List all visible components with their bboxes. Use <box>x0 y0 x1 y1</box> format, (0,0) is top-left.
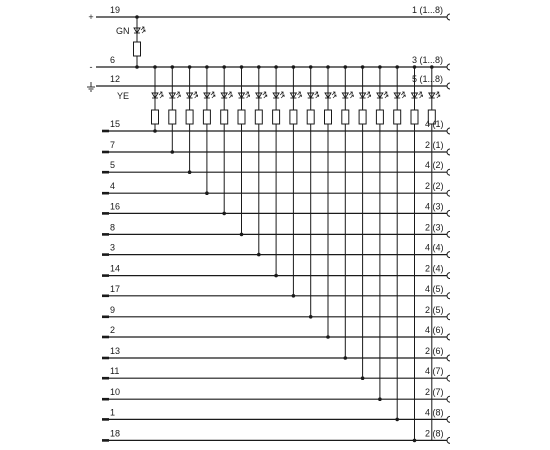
plus-symbol: + <box>88 12 94 22</box>
line-pin-label: 14 <box>110 263 121 274</box>
channel-led-17-icon <box>429 92 440 98</box>
rail-connector-label: 3 (1...8) <box>412 55 444 65</box>
led-light-arrows <box>194 92 198 98</box>
led-8-row-junction <box>274 274 278 278</box>
led-light-arrows <box>315 92 319 98</box>
led-7-row-junction <box>257 253 261 257</box>
line-connector-label: 2 (6) <box>425 346 444 356</box>
line-pin-label: 4 <box>110 181 116 192</box>
led-15-row-junction <box>395 418 399 422</box>
rail-pin-label: 19 <box>110 5 121 15</box>
led-4-row-junction <box>205 191 209 195</box>
line-connector-label: 4 (8) <box>425 407 444 418</box>
rail-connector-label: 5 (1...8) <box>412 74 444 84</box>
rail-pin-label: 12 <box>110 74 121 84</box>
power-led-icon <box>134 27 145 33</box>
led-light-arrows <box>211 92 215 98</box>
line-18-connector-icon <box>447 437 450 443</box>
channel-led-12-icon <box>342 92 353 98</box>
led-10-row-junction <box>309 315 313 319</box>
led-6-row-junction <box>240 233 244 237</box>
channel-led-6-icon <box>239 92 250 98</box>
channel-resistor-16 <box>411 110 418 124</box>
led-2-row-junction <box>171 150 175 154</box>
line-3-connector-icon <box>447 252 450 258</box>
line-1-connector-icon <box>447 416 450 422</box>
channel-resistor-11 <box>325 110 332 124</box>
channel-resistor-5 <box>221 110 228 124</box>
power-led-label: GN <box>116 26 130 36</box>
channel-resistor-14 <box>376 110 383 124</box>
led-12-row-junction <box>344 356 348 360</box>
channel-resistor-8 <box>273 110 280 124</box>
line-9-connector-icon <box>447 314 450 320</box>
channel-led-4-icon <box>204 92 215 98</box>
led-light-arrows <box>263 92 267 98</box>
led-light-arrows <box>228 92 232 98</box>
line-pin-label: 17 <box>110 283 121 294</box>
ground-icon <box>87 82 95 91</box>
line-connector-label: 2 (3) <box>425 222 444 233</box>
led-light-arrows <box>297 92 301 98</box>
channel-led-9-icon <box>290 92 301 98</box>
channel-resistor-7 <box>255 110 262 124</box>
line-pin-label: 10 <box>110 387 121 398</box>
line-pin-label: 9 <box>110 304 116 315</box>
line-4-connector-icon <box>447 190 450 196</box>
line-connector-label: 2 (7) <box>425 387 444 398</box>
line-2-connector-icon <box>447 334 450 340</box>
line-connector-label: 2 (4) <box>425 263 444 274</box>
led-light-arrows <box>349 92 353 98</box>
rail-connector-label: 1 (1...8) <box>412 5 444 15</box>
line-connector-label: 2 (5) <box>425 304 444 315</box>
rail-12-connector-icon <box>447 83 450 89</box>
channel-led-13-icon <box>360 92 371 98</box>
led-light-arrows <box>367 92 371 98</box>
line-pin-label: 8 <box>110 222 116 233</box>
power-led-junction-top <box>135 15 139 19</box>
rail-pin-label: 6 <box>110 55 116 65</box>
led-light-arrows <box>332 92 336 98</box>
line-13-connector-icon <box>447 355 450 361</box>
line-connector-label: 4 (2) <box>425 160 444 171</box>
channel-led-15-icon <box>394 92 405 98</box>
channel-led-8-icon <box>273 92 284 98</box>
channel-led-7-icon <box>256 92 267 98</box>
line-11-connector-icon <box>447 375 450 381</box>
led-5-row-junction <box>222 212 226 216</box>
led-light-arrows <box>141 27 145 33</box>
rail-19-connector-icon <box>447 14 450 20</box>
channel-resistor-1 <box>152 110 159 124</box>
led-11-row-junction <box>326 335 330 339</box>
led-light-arrows <box>401 92 405 98</box>
line-5-connector-icon <box>447 169 450 175</box>
line-pin-label: 2 <box>110 325 116 335</box>
rail-6-connector-icon <box>447 64 450 70</box>
channel-resistor-9 <box>290 110 297 124</box>
power-led-junction-bottom <box>135 65 139 69</box>
line-pin-label: 13 <box>110 346 121 356</box>
channel-resistor-2 <box>169 110 176 124</box>
line-connector-label: 4 (7) <box>425 366 444 377</box>
channel-led-2-icon <box>169 92 180 98</box>
minus-symbol: - <box>89 62 93 72</box>
led-light-arrows <box>419 92 423 98</box>
line-pin-label: 15 <box>110 119 121 129</box>
line-pin-label: 5 <box>110 160 116 171</box>
channel-resistor-13 <box>359 110 366 124</box>
channel-led-14-icon <box>377 92 388 98</box>
line-15-connector-icon <box>447 128 450 134</box>
components <box>134 27 440 124</box>
wires <box>96 14 450 443</box>
line-8-connector-icon <box>447 231 450 237</box>
channel-resistor-6 <box>238 110 245 124</box>
channel-led-10-icon <box>308 92 319 98</box>
line-connector-label: 4 (1) <box>425 119 444 129</box>
line-connector-label: 4 (6) <box>425 325 444 335</box>
line-pin-label: 11 <box>110 366 120 377</box>
labels <box>87 5 444 438</box>
line-connector-label: 2 (1) <box>425 140 444 150</box>
led-light-arrows <box>159 92 163 98</box>
line-17-connector-icon <box>447 293 450 299</box>
line-14-connector-icon <box>447 273 450 279</box>
led-16-row-junction <box>413 439 417 443</box>
power-led-resistor <box>134 42 141 56</box>
line-connector-label: 4 (4) <box>425 242 444 253</box>
line-10-connector-icon <box>447 396 450 402</box>
channel-resistor-10 <box>307 110 314 124</box>
led-light-arrows <box>246 92 250 98</box>
channel-resistor-3 <box>186 110 193 124</box>
channel-led-3-icon <box>187 92 198 98</box>
channel-led-11-icon <box>325 92 336 98</box>
line-connector-label: 4 (3) <box>425 201 444 212</box>
led-1-row-junction <box>153 129 157 133</box>
line-connector-label: 4 (5) <box>425 283 444 294</box>
line-pin-label: 16 <box>110 201 121 212</box>
channel-led-1-icon <box>152 92 163 98</box>
led-13-row-junction <box>361 376 365 380</box>
led-9-row-junction <box>292 294 296 298</box>
line-connector-label: 2 (2) <box>425 181 444 192</box>
channel-led-16-icon <box>412 92 423 98</box>
channel-led-label: YE <box>117 91 130 101</box>
line-pin-label: 1 <box>110 407 116 418</box>
led-14-row-junction <box>378 397 382 401</box>
led-3-row-junction <box>188 170 192 174</box>
led-light-arrows <box>176 92 180 98</box>
line-pin-label: 7 <box>110 140 116 150</box>
led-light-arrows <box>384 92 388 98</box>
line-connector-label: 2 (8) <box>425 428 444 439</box>
channel-resistor-15 <box>394 110 401 124</box>
channel-led-5-icon <box>221 92 232 98</box>
line-pin-label: 18 <box>110 428 121 439</box>
channel-resistor-12 <box>342 110 349 124</box>
led-light-arrows <box>280 92 284 98</box>
channel-resistor-4 <box>203 110 210 124</box>
line-16-connector-icon <box>447 210 450 216</box>
led-light-arrows <box>436 92 440 98</box>
line-pin-label: 3 <box>110 242 116 253</box>
line-7-connector-icon <box>447 149 450 155</box>
